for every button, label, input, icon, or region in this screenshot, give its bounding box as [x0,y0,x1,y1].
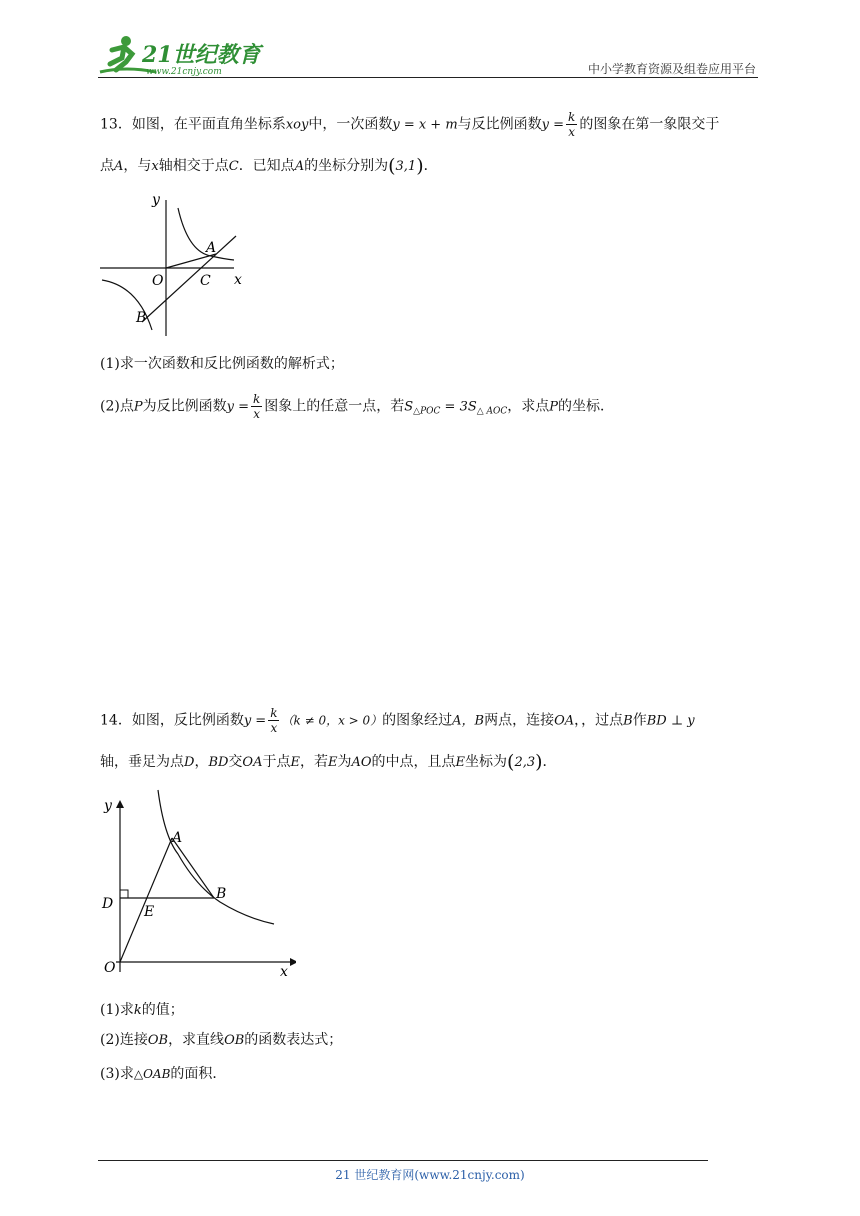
q13-text: 与反比例函数 [457,116,542,133]
q13-number: 13． [100,116,132,133]
label-d: D [102,896,114,912]
q14-sub2: (2)连接OB，求直线OB的函数表达式； [100,1032,343,1048]
q13-sub2: (2)点P为反比例函数y = $\frac{k}{x}$ 图象上的任意一点，若$S_{\triangle POC} = 3S_{\triangle AOC}$，求点P的坐标． [100,392,615,421]
q13-sub2-fraction: $\frac{k}{x}$ [252,392,261,421]
q14-point-e-coord: 2,3 [514,755,536,770]
footer-link[interactable]: 21 世纪教育网(www.21cnjy.com) [335,1168,525,1182]
q14-sub1: (1)求k的值； [100,1002,184,1018]
site-logo [96,32,266,78]
label-o: O [104,960,116,976]
label-x: x [280,964,288,980]
label-y: y [152,192,160,208]
q13-sub1: (1)求一次函数和反比例函数的解析式； [100,356,344,372]
q13-text: 中，一次函数 [308,116,393,133]
right-angle-mark [120,890,128,898]
platform-title: 中小学教育资源及组卷应用平台 [587,62,756,76]
y-axis-arrow [116,800,124,808]
header-divider [98,77,758,78]
label-c: C [200,273,211,289]
label-b: B [136,310,147,326]
segment-oa [120,838,172,962]
label-a: A [172,830,183,846]
q14-figure [96,786,296,986]
logo-url: www.21cnjy.com [146,67,222,77]
q13-point-a-coord: 3,1 [395,159,417,174]
q14-line1: 14．如图，反比例函数y = $\frac{k}{x}$ （k ≠ 0，x > 0）的图象经过A，B两点，连接OA，，过点B作BD ⊥ y [100,706,695,735]
q13-text: 的图象在第一象限交于 [579,116,720,133]
q14-number: 14． [100,712,132,729]
label-x: x [234,272,242,288]
x-axis-arrow [290,958,296,966]
q13-line1 [100,110,719,139]
q13-figure [96,190,256,344]
q13-xoy: xoy [285,117,309,133]
segment-ab [172,838,214,898]
q13-line2: 点A，与x轴相交于点C．已知点A的坐标分别为(3,1)． [100,155,438,177]
q14-line2: 轴，垂足为点D，BD交OA于点E，若E为AO的中点，且点E坐标为(2,3)． [100,751,557,773]
label-e: E [144,904,155,920]
q13-linear-fn: y = x + m [392,117,458,133]
label-b: B [216,886,227,902]
hyperbola [158,790,274,924]
footer-divider [98,1160,708,1161]
q13-text: 如图，在平面直角坐标系 [131,116,286,133]
logo-text: 21世纪教育 [142,42,261,68]
q14-sub3: (3)求△OAB的面积． [100,1066,227,1082]
q13-y-eq: y = [541,117,565,133]
label-y: y [104,798,112,814]
q13-fraction: $\frac{k}{x}$ [568,110,576,139]
label-a: A [206,240,217,256]
label-o: O [152,273,164,289]
q14-fraction: $\frac{k}{x}$ [270,706,278,735]
